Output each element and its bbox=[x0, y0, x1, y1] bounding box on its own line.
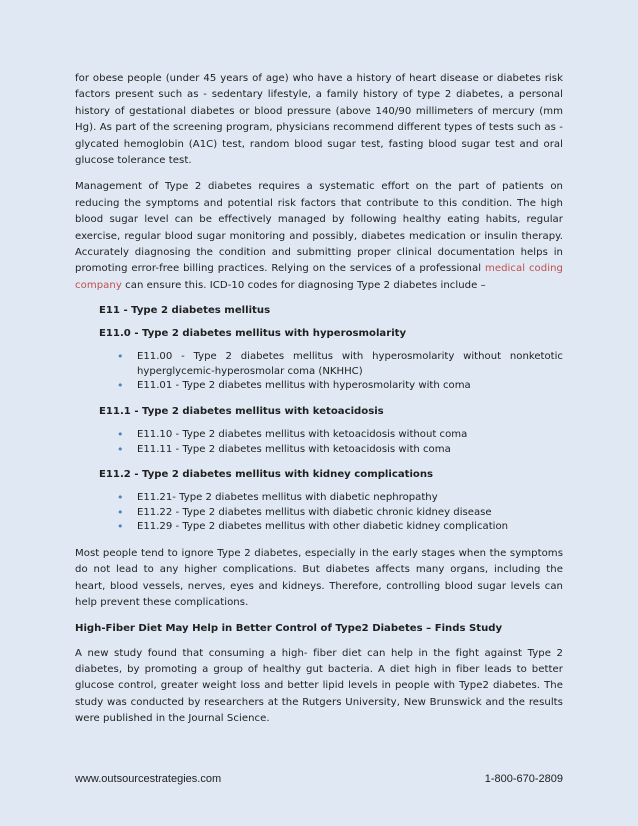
code-list-e11-1 bbox=[75, 428, 563, 457]
list-item-text: E11.11 - Type 2 diabetes mellitus with ketoacidosis with coma bbox=[137, 443, 451, 455]
document-page bbox=[75, 71, 563, 738]
code-heading-e11-1: E11.1 - Type 2 diabetes mellitus with ketoacidosis bbox=[99, 406, 384, 418]
list-item bbox=[117, 350, 563, 379]
paragraph-complications: Most people tend to ignore Type 2 diabetes, especially in the early stages when the symptoms do not lead to any higher complications. But diabetes affects many organs, including the heart, blood vessels, nerves, eyes and kidneys. Therefore, controlling blood sugar levels can help prevent these complications. bbox=[75, 548, 563, 609]
list-item bbox=[117, 442, 563, 458]
bullet-icon: • bbox=[117, 379, 124, 393]
list-item bbox=[117, 520, 563, 535]
code-heading-e11-0: E11.0 - Type 2 diabetes mellitus with hyperosmolarity bbox=[99, 328, 407, 340]
bullet-icon: • bbox=[117, 442, 124, 456]
list-item bbox=[117, 379, 563, 394]
footer-website: www.outsourcestrategies.com bbox=[75, 773, 222, 785]
code-list-e11-0 bbox=[75, 350, 563, 394]
list-item-text: E11.22 - Type 2 diabetes mellitus with diabetic chronic kidney disease bbox=[137, 506, 492, 518]
list-item-text: E11.10 - Type 2 diabetes mellitus with ketoacidosis without coma bbox=[137, 429, 468, 441]
medical-coding-company-link[interactable]: medical coding company bbox=[75, 263, 563, 291]
footer-phone: 1-800-670-2809 bbox=[484, 773, 563, 785]
paragraph-management-text-1: Management of Type 2 diabetes requires a systematic effort on the part of patients on reducing the symptoms and potential risk factors that contribute to this condition. The high blood sugar level can be effectively managed by following healthy eating habits, regular exercise, regular blood sugar monitoring and possibly, diabetes medication or insulin therapy. Accurately diagnosing the condition and submitting proper clinical documentation helps in promoting error-free billing practices. Relying on the services of a professional bbox=[75, 181, 563, 275]
code-list-e11-2 bbox=[75, 491, 563, 535]
list-item-text: E11.29 - Type 2 diabetes mellitus with other diabetic kidney complication bbox=[137, 521, 509, 533]
list-item-text: E11.21- Type 2 diabetes mellitus with diabetic nephropathy bbox=[137, 492, 438, 504]
list-item-text: E11.01 - Type 2 diabetes mellitus with hyperosmolarity with coma bbox=[137, 380, 471, 392]
paragraph-management-text-2: can ensure this. ICD-10 codes for diagnosing Type 2 diabetes include – bbox=[121, 279, 486, 291]
bullet-icon: • bbox=[117, 505, 124, 519]
bullet-icon: • bbox=[117, 428, 124, 442]
code-heading-e11-2: E11.2 - Type 2 diabetes mellitus with kidney complications bbox=[99, 469, 434, 481]
bullet-icon: • bbox=[117, 350, 124, 364]
bullet-icon: • bbox=[117, 520, 124, 534]
section-heading-high-fiber: High-Fiber Diet May Help in Better Control of Type2 Diabetes – Finds Study bbox=[75, 622, 503, 634]
bullet-icon: • bbox=[117, 491, 124, 505]
paragraph-screening: for obese people (under 45 years of age) who have a history of heart disease or diabetes risk factors present such as - sedentary lifestyle, a family history of type 2 diabetes, a personal history of gestational diabetes or blood pressure (above 140/90 millimeters of mercury (mm Hg). As part of the screening program, physicians recommend different types of tests such as - glycated hemoglobin (A1C) test, random blood sugar test, fasting blood sugar test and oral glucose tolerance test. bbox=[75, 73, 563, 167]
paragraph-study: A new study found that consuming a high- fiber diet can help in the fight against Type 2 diabetes, by promoting a group of healthy gut bacteria. A diet high in fiber leads to better glucose control, greater weight loss and better lipid levels in people with Type2 diabetes. The study was conducted by researchers at the Rutgers University, New Brunswick and the results were published in the Journal Science. bbox=[75, 647, 563, 725]
list-item bbox=[117, 505, 563, 521]
list-item bbox=[117, 491, 563, 506]
paragraph-management bbox=[75, 179, 563, 294]
code-heading-e11: E11 - Type 2 diabetes mellitus bbox=[99, 305, 271, 317]
list-item bbox=[117, 428, 563, 443]
list-item-text: E11.00 - Type 2 diabetes mellitus with hyperosmolarity without nonketotic hyperglycemic-hyperosmolar coma (NKHHC) bbox=[137, 351, 563, 377]
